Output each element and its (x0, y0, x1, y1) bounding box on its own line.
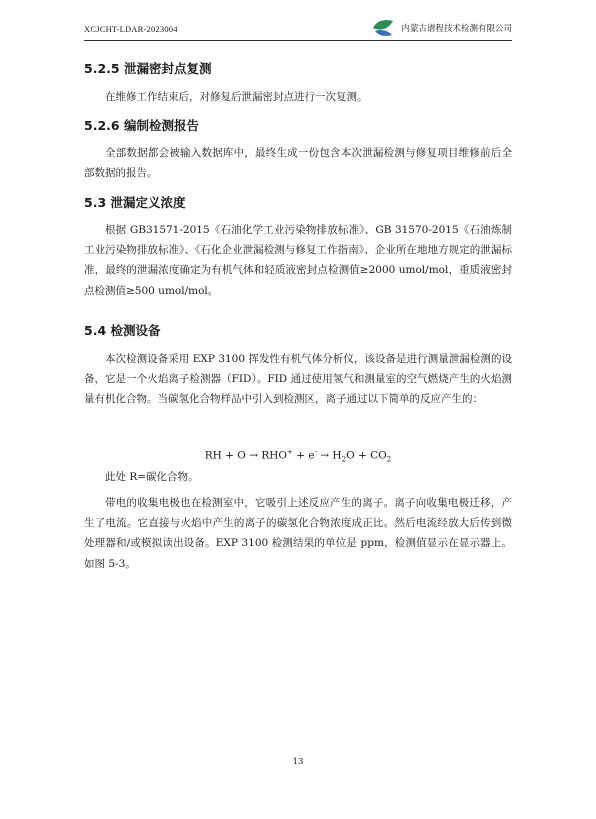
header-divider (84, 40, 512, 41)
document-code: XCJCHT-LDAR-2023004 (84, 24, 178, 34)
page-header (84, 18, 512, 40)
section-heading-5-4: 5.4 检测设备 (84, 323, 161, 338)
paragraph-report: 全部数据都会被输入数据库中，最终生成一份包含本次泄漏检测与修复项目维修前后全部数据的报告。 (84, 147, 512, 180)
company-logo-leaf-icon (371, 18, 395, 38)
paragraph-leak-definition: 根据 GB31571-2015《石油化学工业污染物排放标准》、GB 31570-2015《石油炼制工业污染物排放标准》、《石化企业泄漏检测与修复工作指南》、企业所在地地方规定的泄漏标准，最终的泄漏浓度确定为有机气体和轻质液密封点检测值≥2000 umol/mol，重质液密封点检测值≥500 umol/mol。 (84, 224, 512, 297)
reaction-equation: RH + $O \to RHO^+ + e^- \to H_2O + CO_2$ (204, 448, 392, 464)
page-number: 13 (292, 757, 304, 767)
paragraph-equipment-intro: 本次检测设备采用 EXP 3100 挥发性有机气体分析仪，该设备是进行测量泄漏检测的设备，它是一个火焰离子检测器（FID）。FID 通过使用氢气和测量室的空气燃烧产生的火焰测量有机化合物。当碳氢化合物样品中引入到检测区，离子通过以下简单的反应产生的： (84, 353, 512, 406)
section-heading-5-3: 5.3 泄漏定义浓度 (84, 195, 186, 210)
section-heading-5-2-6: 5.2.6 编制检测报告 (84, 118, 199, 133)
section-heading-5-2-5: 5.2.5 泄漏密封点复测 (84, 61, 212, 76)
paragraph-r-definition: 此处 R=碳化合物。 (105, 471, 199, 483)
paragraph-recheck: 在维修工作结束后，对修复后泄漏密封点进行一次复测。 (105, 91, 368, 103)
paragraph-electrode: 带电的收集电极也在检测室中，它吸引上述反应产生的离子。离子向收集电极迁移，产生了电流。它直接与火焰中产生的离子的碳氢化合物浓度成正比。然后电流经放大后传到微处理器和/或模拟读出设备。EXP 3100 检测结果的单位是 ppm，检测值显示在显示器上。如图 5-3。 (84, 497, 512, 570)
company-name: 内蒙古谱程技术检测有限公司 (401, 24, 512, 34)
company-branding (371, 18, 512, 38)
